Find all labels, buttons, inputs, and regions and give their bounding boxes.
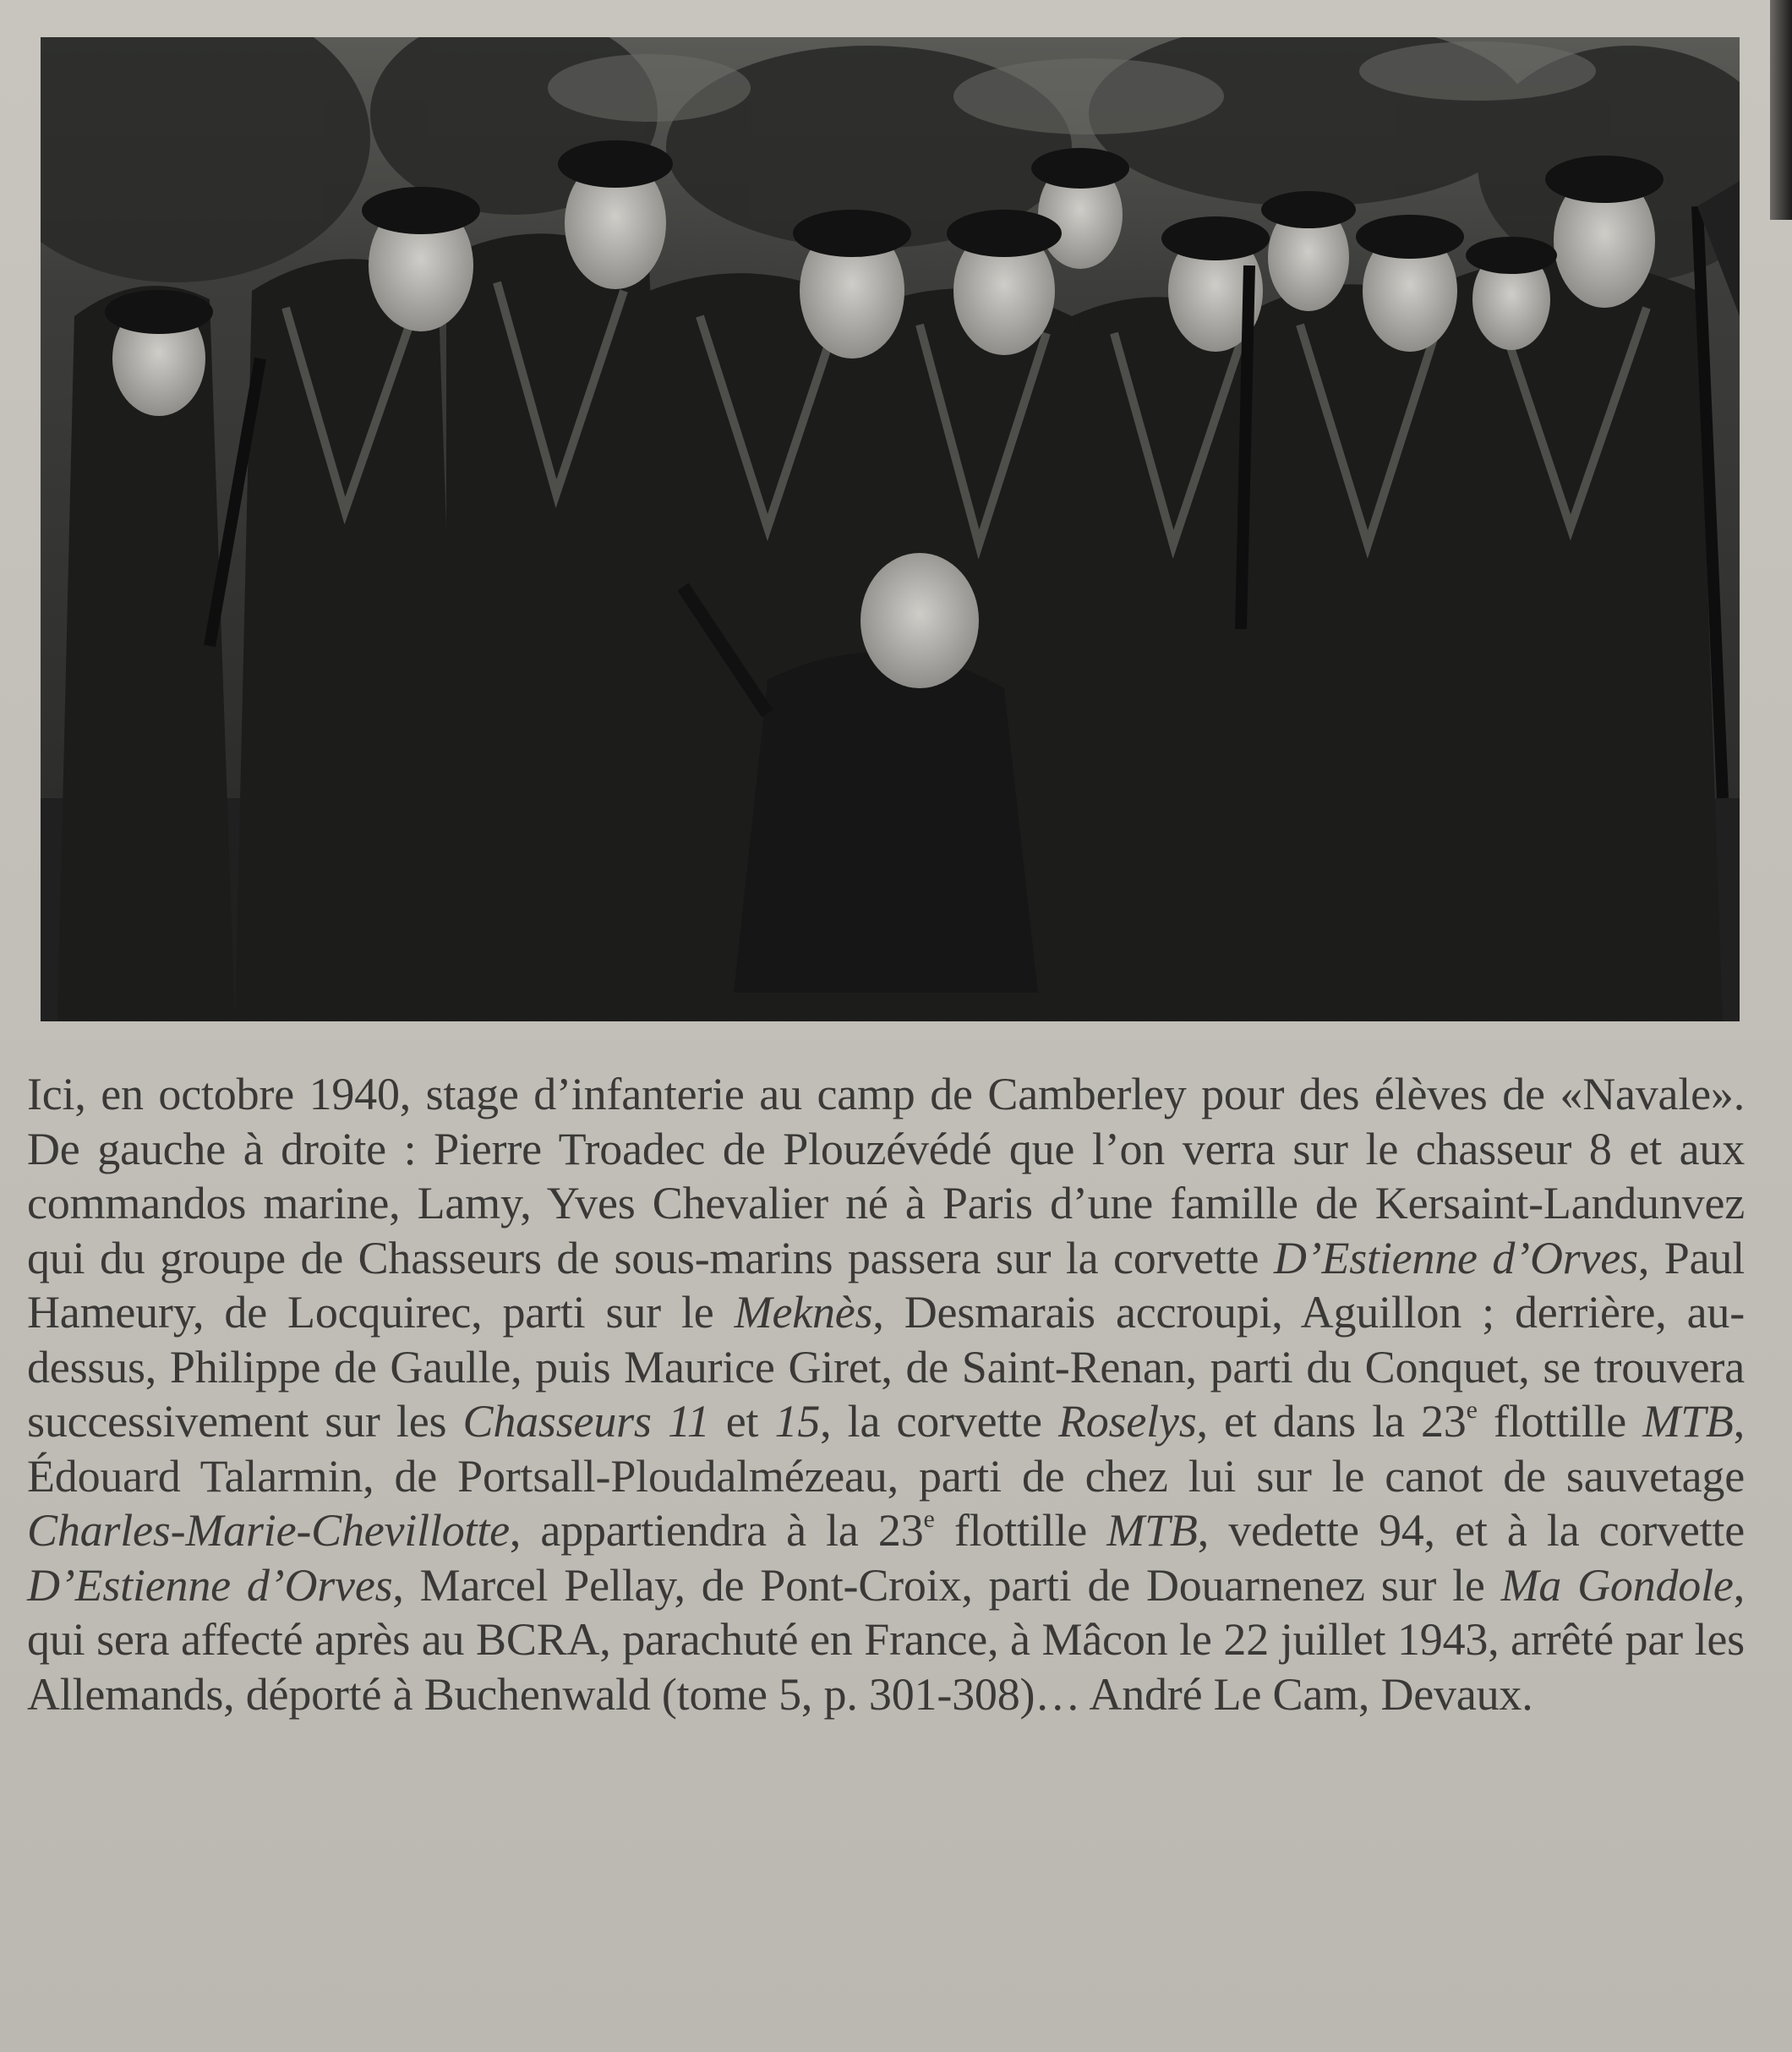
caption-text: Ici, en octobre 1940, stage d’infanterie au camp de Camberley pour des élèves de «Navale». De gauche à droite : Pierre Troadec de Plouzévédé que l’on verra sur le chasseur 8 et aux commandos marine, Lamy, Yves Chevalier né à Paris d’une famille de Kersaint-Landunvez qui du groupe de Chasseurs de sous-marins passera sur la corvette [27, 1069, 1745, 1283]
caption-superscript: e [923, 1505, 935, 1533]
group-photograph [41, 37, 1740, 1021]
caption-italic-ship: Meknès [734, 1287, 873, 1338]
caption-text: , qui sera affecté après au BCRA, parachuté en France, à Mâcon le 22 juillet 1943, arrêté par les Allemands, déporté à Buchenwald (tome 5, p. 301-308)… André Le Cam, Devaux. [27, 1559, 1745, 1720]
caption-italic-ship: Charles-Marie-Chevillotte [27, 1505, 510, 1556]
caption-italic-ship: Roselys [1057, 1396, 1197, 1447]
caption-text: , vedette 94, et à la corvette [1197, 1505, 1745, 1556]
caption-text: , la corvette [820, 1396, 1058, 1447]
caption-italic-ship: Chasseurs 11 [462, 1396, 710, 1447]
book-spine-edge [1770, 0, 1792, 220]
caption-italic-ship: D’Estienne d’Orves [27, 1559, 393, 1611]
photo-caption [27, 1067, 1745, 1721]
caption-italic-ship: Ma Gondole [1500, 1559, 1734, 1611]
caption-text: flottille [1477, 1396, 1643, 1447]
caption-text: flottille [934, 1505, 1107, 1556]
caption-italic-ship: MTB [1642, 1396, 1734, 1447]
caption-text: , Édouard Talarmin, de Portsall-Ploudalmézeau, parti de chez lui sur le canot de sauvetage [27, 1396, 1746, 1502]
caption-italic-ship: MTB [1106, 1505, 1198, 1556]
caption-text: , Paul Hameury, de Locquirec, parti sur le [27, 1232, 1745, 1338]
caption-superscript: e [1466, 1396, 1478, 1424]
caption-italic-ship: 15 [774, 1396, 821, 1447]
caption-text: et [709, 1396, 775, 1447]
caption-italic-ship: D’Estienne d’Orves [1273, 1232, 1638, 1283]
caption-text: , et dans la 23 [1196, 1396, 1467, 1447]
caption-text: , Desmarais accroupi, Aguillon ; derrière, au-dessus, Philippe de Gaulle, puis Maurice Giret, de Saint-Renan, parti du Conquet, se trouvera successivement sur les [27, 1287, 1745, 1447]
caption-text: , Marcel Pellay, de Pont-Croix, parti de Douarnenez sur le [392, 1559, 1501, 1611]
caption-text: , appartiendra à la 23 [509, 1505, 924, 1556]
